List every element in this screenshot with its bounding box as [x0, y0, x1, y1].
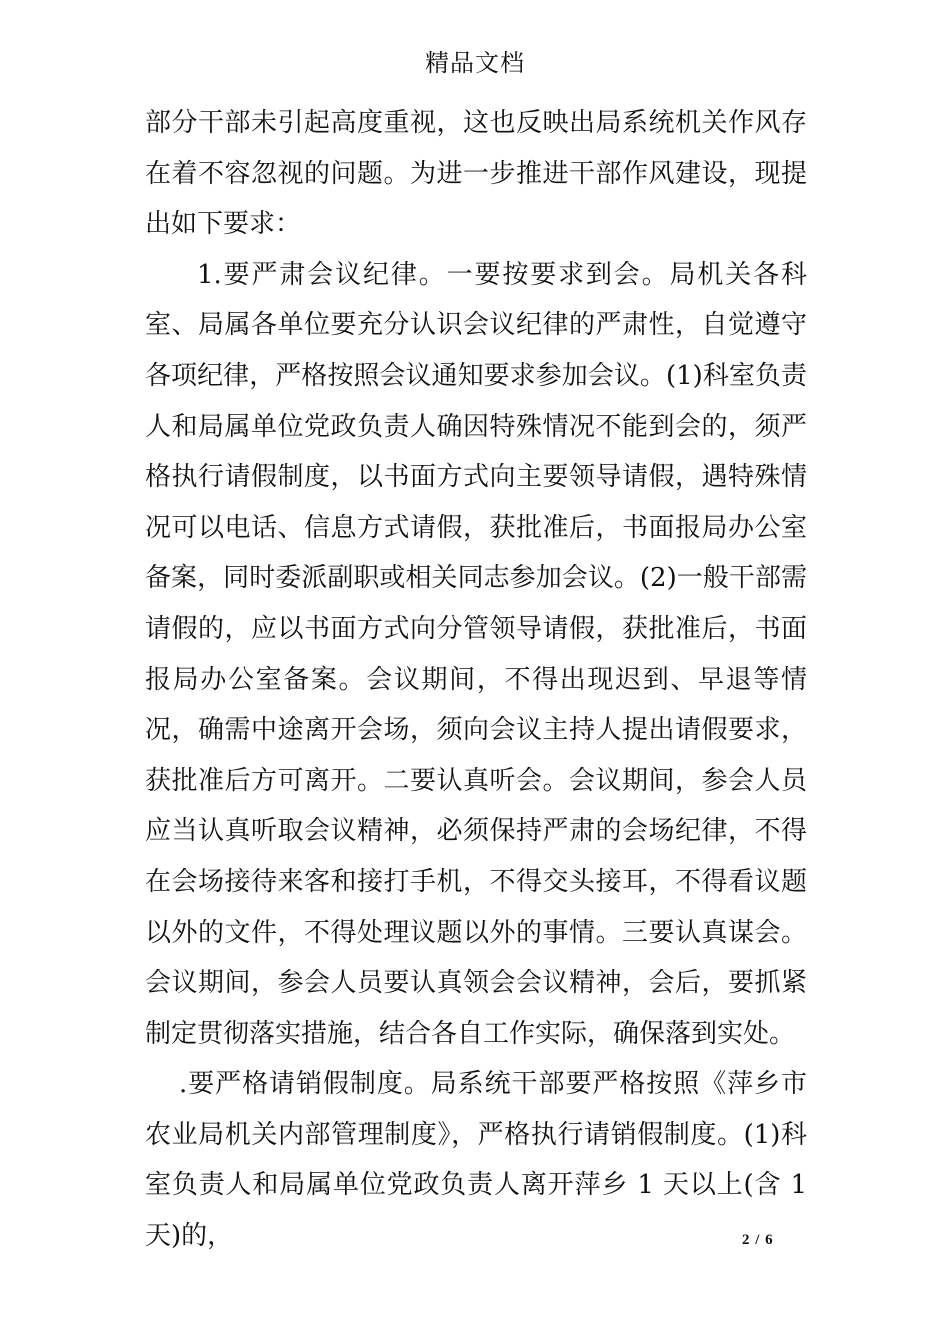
document-body — [145, 98, 807, 1262]
paragraph-1: 部分干部未引起高度重视，这也反映出局系统机关作风存在着不容忽视的问题。为进一步推进干部作风建设，现提出如下要求： — [145, 108, 807, 240]
paragraph-2: 1.要严肃会议纪律。一要按要求到会。局机关各科室、局属各单位要充分认识会议纪律的严肃性，自觉遵守各项纪律，严格按照会议通知要求参加会议。(1)科室负责人和局属单位党政负责人确因特殊情况不能到会的，须严格执行请假制度，以书面方式向主要领导请假，遇特殊情况可以电话、信息方式请假，获批准后，书面报局办公室备案，同时委派副职或相关同志参加会议。(2)一般干部需请假的，应以书面方式向分管领导请假，获批准后，书面报局办公室备案。会议期间，不得出现迟到、早退等情况，确需中途离开会场，须向会议主持人提出请假要求，获批准后方可离开。二要认真听会。会议期间，参会人员应当认真听取会议精神，必须保持严肃的会场纪律，不得在会场接待来客和接打手机，不得交头接耳，不得看议题以外的文件，不得处理议题以外的事情。三要认真谋会。会议期间，参会人员要认真领会会议精神，会后，要抓紧制定贯彻落实措施，结合各自工作实际，确保落到实处。 — [145, 259, 807, 1049]
page-number: 2 / 6 — [742, 1232, 774, 1248]
page-header-title: 精品文档 — [425, 49, 525, 77]
paragraph-3: .要严格请销假制度。局系统干部要严格按照《萍乡市农业局机关内部管理制度》，严格执行请销假制度。(1)科室负责人和局属单位党政负责人离开萍乡 1 天以上(含 1 天)的， — [145, 1069, 807, 1252]
